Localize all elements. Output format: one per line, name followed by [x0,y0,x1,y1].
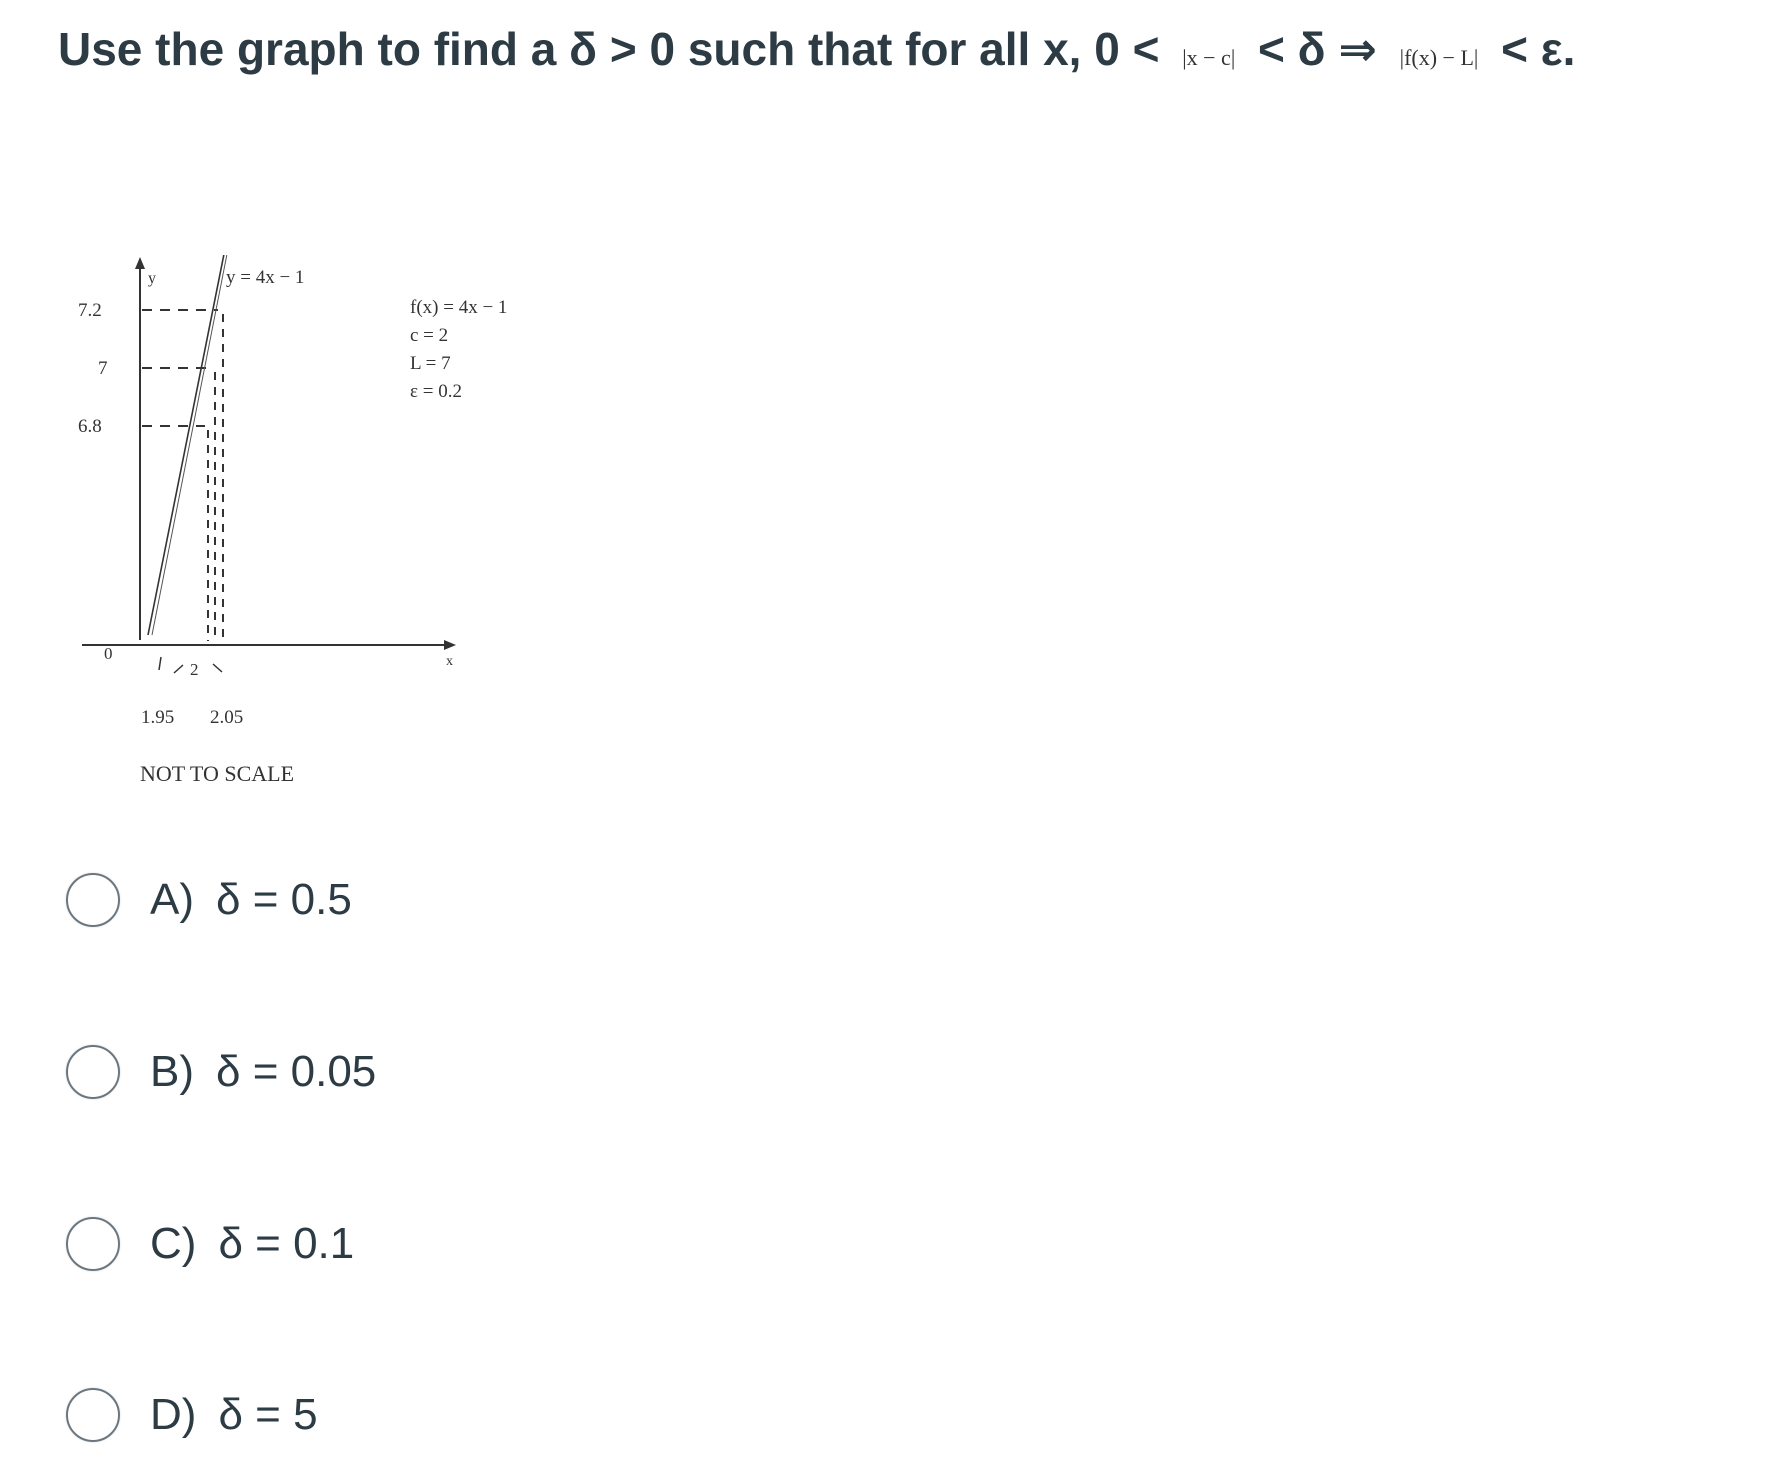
abs-f-minus-l: |f(x) − L| [1399,45,1479,70]
not-to-scale-note: NOT TO SCALE [140,761,295,786]
option-b[interactable] [66,1032,586,1112]
option-c-letter: C) [150,1219,197,1268]
y-tick-label-7: 7 [98,358,108,379]
radio-button-b[interactable] [66,1045,120,1099]
radio-button-c[interactable] [66,1217,120,1271]
x-tick-mark-left-slash [174,665,183,673]
y-axis-label: y [148,270,156,287]
option-a-value: δ = 0.5 [216,875,352,924]
option-a[interactable] [66,860,586,940]
graph-svg [60,255,660,795]
origin-label: 0 [104,644,113,663]
line-label: y = 4x − 1 [226,267,305,288]
y-tick-label-7.2: 7.2 [78,300,102,321]
x-center-label: 2 [190,660,199,679]
option-d-letter: D) [150,1390,197,1439]
option-b-letter: B) [150,1047,194,1096]
question-suffix: < ε. [1501,23,1576,75]
option-a-letter: A) [150,875,194,924]
x-axis-arrow [444,640,456,650]
function-line [148,255,225,635]
x-tick-mark-1.95 [159,657,161,670]
x-tick-label-2.05: 2.05 [210,707,244,728]
function-line-stroke [152,255,228,635]
abs-x-minus-c: |x − c| [1182,45,1236,70]
given-epsilon: ε = 0.2 [410,381,462,402]
option-c-value: δ = 0.1 [218,1219,355,1268]
question-text [58,22,1575,76]
given-c: c = 2 [410,325,449,346]
y-axis-arrow [135,257,145,269]
x-tick-label-1.95: 1.95 [141,707,175,728]
option-b-value: δ = 0.05 [216,1047,377,1096]
question-prefix: Use the graph to find a δ > 0 such that for all x, 0 < [58,23,1160,75]
option-c[interactable] [66,1204,586,1284]
radio-button-a[interactable] [66,873,120,927]
graph-figure [60,255,660,795]
given-l: L = 7 [410,353,451,374]
question-middle: < δ ⇒ [1258,23,1377,75]
given-function: f(x) = 4x − 1 [410,297,508,318]
radio-button-d[interactable] [66,1388,120,1442]
x-axis-label: x [446,654,453,669]
option-d-value: δ = 5 [218,1390,318,1439]
x-tick-mark-right-slash [213,664,222,672]
y-tick-label-6.8: 6.8 [78,416,102,437]
option-d[interactable] [66,1375,586,1455]
